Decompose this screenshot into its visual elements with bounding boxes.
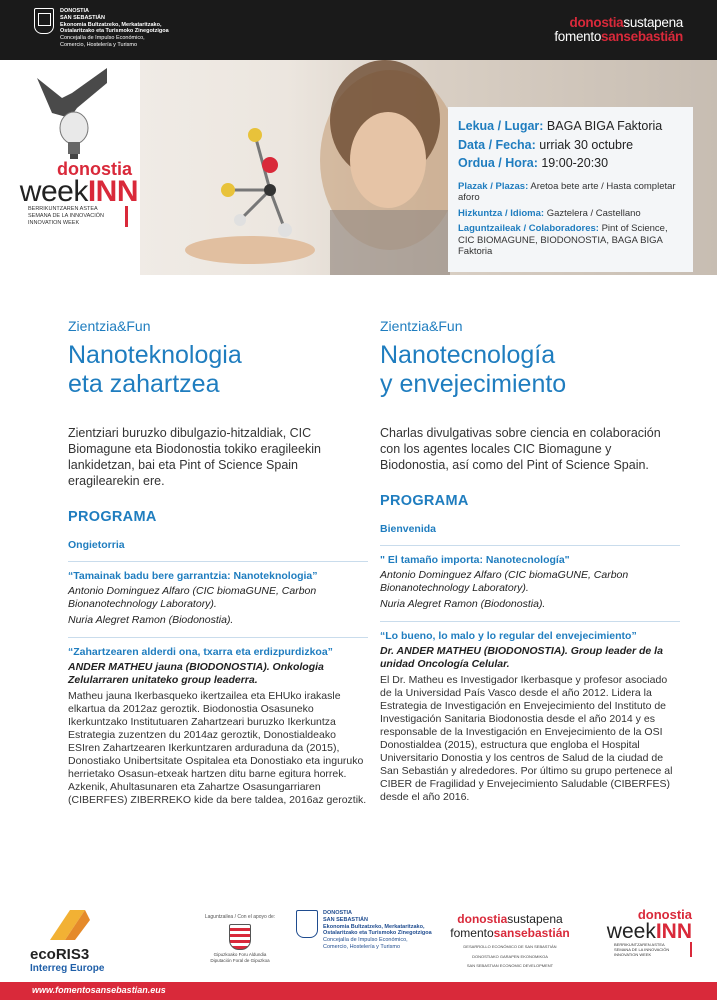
fomento-word: donostia	[457, 912, 508, 926]
week-inn-footer-logo	[592, 908, 692, 957]
top-header-bar	[0, 0, 717, 60]
event-info-box	[448, 107, 693, 272]
language-value: Gaztelera / Castellano	[546, 207, 641, 219]
week-logo-week: week	[19, 175, 88, 208]
dss-line: Comercio, Hostelería y Turismo	[323, 943, 401, 950]
interreg-label: Interreg Europe	[30, 963, 105, 974]
ecoris3-name: ecoRIS3	[30, 946, 90, 963]
series-kicker: Zientzia&Fun	[68, 318, 151, 334]
language-label: Hizkuntza / Idioma:	[458, 207, 545, 219]
fomento-sub: SAN SEBASTIAN ECONOMIC DEVELOPMENT	[466, 963, 554, 968]
ecoris3-shape-icon	[30, 910, 90, 940]
donostia-footer-logo	[296, 910, 432, 951]
dss-line: Ostalaritzako eta Turismoko Zinegotzigoa	[323, 930, 432, 937]
divider	[68, 637, 368, 638]
logo-line: Ostalaritzako eta Turismoko Zinegotzigoa	[60, 28, 169, 35]
week-inn-logo	[18, 160, 138, 227]
week-logo-inn: INN	[87, 175, 138, 208]
fomento-word: fomento	[450, 926, 494, 940]
event-title-line: Nanoteknologia	[68, 341, 242, 369]
seats-label: Plazak / Plazas:	[458, 180, 529, 192]
city-crest-icon	[34, 8, 54, 34]
donostia-city-logo	[34, 8, 169, 49]
collaborators-value: Pint of Science, CIC BIOMAGUNE, BIODONOSTIA, BAGA BIGA Faktoria	[458, 223, 668, 257]
fomento-word: sustapena	[623, 15, 683, 30]
gipuzkoa-name: Diputación Foral de Gipuzkoa	[210, 958, 270, 963]
fomento-logo	[554, 16, 683, 44]
logo-line: SAN SEBASTIÁN	[60, 14, 105, 21]
week-logo-donostia: donostia	[637, 907, 692, 922]
welcome-item: Bienvenida	[380, 523, 437, 535]
week-logo-week: week	[606, 920, 656, 943]
fomento-word: sustapena	[507, 912, 563, 926]
event-title-line: y envejecimiento	[380, 370, 567, 398]
dss-line: SAN SEBASTIÁN	[323, 916, 368, 923]
series-kicker: Zientzia&Fun	[380, 318, 463, 334]
week-logo-sub: BERRIKUNTZAREN ASTEA	[28, 206, 98, 212]
program-heading: PROGRAMA	[380, 493, 469, 509]
fomento-footer-logo	[440, 912, 580, 969]
week-logo-donostia: donostia	[57, 159, 132, 179]
talk-title: “Tamainak badu bere garrantzia: Nanoteknologia”	[68, 570, 318, 582]
talk-title: “Zahartzearen alderdi ona, txarra eta erdizpurdizkoa”	[68, 646, 333, 658]
dss-line: DONOSTIA	[323, 910, 353, 916]
event-title-line: Nanotecnología	[380, 341, 556, 369]
fomento-word: sansebastián	[493, 926, 570, 940]
fomento-sub: DONOSTIAKO GARAPEN EKONOMIKOA	[472, 953, 548, 959]
dss-line: Concejalía de Impulso Económico,	[323, 937, 408, 944]
place-label: Lekua / Lugar:	[458, 119, 544, 133]
talk-speaker: Antonio Dominguez Alfaro (CIC biomaGUNE, Carbon Bionanotechnology Laboratory).	[380, 569, 629, 594]
talk-speaker: Nuria Alegret Ramon (Biodonostia).	[68, 614, 234, 626]
dss-line: Ekonomia Bultzatzeko, Merkataritzako,	[323, 923, 425, 930]
week-logo-sub: INNOVATION WEEK	[614, 952, 652, 957]
divider	[380, 621, 680, 622]
date-label: Data / Fecha:	[458, 137, 536, 152]
talk-title: “Lo bueno, lo malo y lo regular del envejecimiento”	[380, 630, 637, 642]
week-logo-sub: SEMANA DE LA INNOVACIÓN	[28, 213, 105, 219]
basque-column	[68, 318, 368, 807]
lightbulb-hand-icon	[32, 68, 112, 163]
program-heading: PROGRAMA	[68, 509, 157, 525]
welcome-item: Ongietorria	[68, 539, 125, 551]
talk-title: " El tamaño importa: Nanotecnología"	[380, 554, 570, 566]
logo-line: Concejalía de Impulso Económico,	[60, 35, 145, 42]
place-value: BAGA BIGA Faktoria	[546, 119, 663, 133]
event-title-line: eta zahartzea	[68, 370, 220, 398]
logo-line: Comercio, Hostelería y Turismo	[60, 41, 138, 48]
spanish-column	[380, 318, 680, 804]
ecoris3-logo	[30, 910, 104, 974]
fomento-word: donostia	[569, 15, 624, 30]
divider	[380, 545, 680, 546]
talk-speaker: Dr. ANDER MATHEU (BIODONOSTIA). Group leader de la unidad Oncología Celular.	[380, 645, 663, 670]
week-logo-sub: BERRIKUNTZAREN ASTEA	[614, 942, 665, 947]
collaborators-label: Laguntzaileak / Colaboradores:	[458, 223, 599, 234]
talk-speaker: Nuria Alegret Ramon (Biodonostia).	[380, 598, 546, 610]
divider	[68, 561, 368, 562]
fomento-word: fomento	[554, 29, 602, 44]
talk-speaker: Antonio Dominguez Alfaro (CIC biomaGUNE, Carbon Bionanotechnology Laboratory).	[68, 585, 317, 610]
time-value: 19:00-20:30	[541, 156, 609, 170]
gipuzkoa-name: Gipuzkoako Foru Aldundia	[213, 952, 267, 957]
city-crest-icon	[296, 910, 318, 938]
gipuzkoa-shield-icon	[229, 924, 251, 950]
speaker-bio: El Dr. Matheu es Investigador Ikerbasque y profesor asociado de la Universidad País Vasco desde el año 2012. Lidera la Estrategia de Investigación en Envejecimiento del Instituto de Investigación Sanitaria Biodonostia desde el año 2014 y es responsable de la Investigación en Envejecimiento de la OSI Donostialdea (2015), estructura que engloba el Hospital Universitario Donostia y los centros de Salud de la ciudad de San Sebastián y alrededores. Por último su grupo pertenece al CIBER de Fragilidad y Envejecimiento Saludable (CIBERFES) desde el año 2016.	[380, 674, 673, 803]
logo-line: DONOSTIA	[60, 8, 90, 14]
sponsor-footer	[0, 900, 717, 982]
gipuzkoa-logo	[200, 914, 280, 964]
fomento-word: sansebastián	[601, 29, 683, 44]
week-logo-sub: SEMANA DE LA INNOVACIÓN	[614, 947, 670, 952]
time-label: Ordua / Hora:	[458, 156, 538, 170]
event-intro: Zientziari buruzko dibulgazio-hitzaldiak, CIC Biomagune eta Biodonostia tokiko eragileekin lankidetzan, bai eta Pint of Science Spain eragilearekin ere.	[68, 426, 321, 488]
seats-value: Aretoa bete arte / Hasta completar aforo	[458, 180, 676, 203]
fomento-sub: DESARROLLO ECONÓMICO DE SAN SEBASTIÁN	[463, 944, 557, 949]
week-logo-inn: INN	[655, 920, 692, 943]
website-link[interactable]: www.fomentosansebastian.eus	[32, 985, 166, 995]
event-intro: Charlas divulgativas sobre ciencia en colaboración con los agentes locales CIC Biomagune y Biodonostia, así como del Pint of Science Spain.	[380, 426, 661, 472]
url-bar	[0, 982, 717, 1000]
date-value: urriak 30 octubre	[539, 137, 634, 152]
talk-speaker: ANDER MATHEU jauna (BIODONOSTIA). Onkologia Zelularraren unitateko group leaderra.	[68, 661, 324, 686]
support-label: Laguntzailea / Con el apoyo de:	[204, 914, 276, 920]
speaker-bio: Matheu jauna Ikerbasqueko ikertzailea eta EHUko irakasle elkartua da 2012az geroztik. Biodonostia Osasuneko Ikerkuntzako Institutuaren Zahartzeari buruzko Ikerkuntza Estrategia zuzentzen du 2014az geroztik, Donostialdeako ESIren Zahartzearen Ikerkuntzaren arduraduna da (2015), Donostiako Unibertsitate Ospitalea eta Donostiako eta inguruko herrietako Osasun-etxeak hartzen ditu barne egitura horrek. Azkenik, Ahultasunaren eta Zahartze Osasungarriaren (CIBERFES) ZIBERREKO kide da bere taldea, 2016az geroztik.	[68, 690, 367, 806]
week-logo-sub: INNOVATION WEEK	[28, 220, 80, 226]
logo-line: Ekonomia Bultzatzeko, Merkataritzako,	[60, 21, 162, 28]
